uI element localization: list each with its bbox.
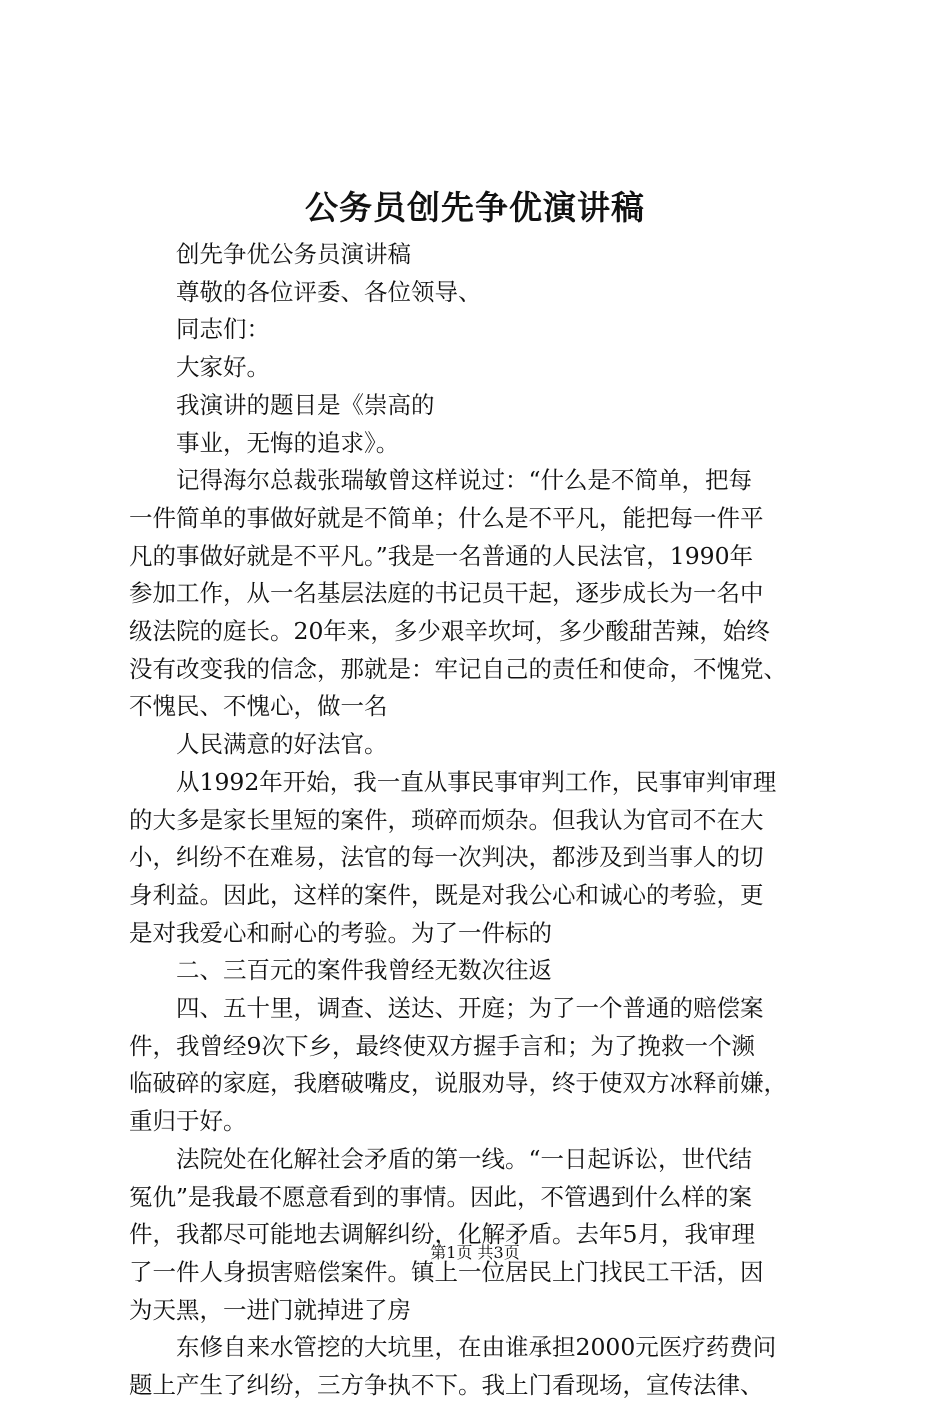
body-line-4: 大家好。 [176,353,270,382]
body-line-15: 从1992年开始，我一直从事民事审判工作，民事审判审理 [176,767,777,796]
body-line-19: 是对我爱心和耐心的考验。为了一件标的 [129,918,552,947]
body-line-10: 参加工作，从一名基层法庭的书记员干起，逐步成长为一名中 [129,579,764,608]
body-line-5: 我演讲的题目是《崇高的 [176,390,435,419]
body-line-22: 件，我曾经9次下乡，最终使双方握手言和；为了挽救一个濒 [129,1031,755,1060]
body-line-17: 小，纠纷不在难易，法官的每一次判决，都涉及到当事人的切 [129,843,764,872]
page-footer: 第1页 共3页 [430,1243,520,1262]
body-line-21: 四、五十里，调查、送达、开庭；为了一个普通的赔偿案 [176,994,764,1023]
body-line-8: 一件简单的事做好就是不简单；什么是不平凡，能把每一件平 [129,503,764,532]
document-title: 公务员创先争优演讲稿 [305,188,645,227]
body-line-20: 二、三百元的案件我曾经无数次往返 [176,956,552,985]
body-line-29: 为天黑，一进门就掉进了房 [129,1295,411,1324]
body-line-23: 临破碎的家庭，我磨破嘴皮，说服劝导，终于使双方冰释前嫌， [129,1069,787,1098]
body-line-6: 事业，无悔的追求》。 [176,428,400,457]
body-line-25: 法院处在化解社会矛盾的第一线。“一日起诉讼，世代结 [176,1144,753,1173]
body-line-13: 不愧民、不愧心，做一名 [129,692,388,721]
body-line-24: 重归于好。 [129,1107,247,1136]
body-line-1: 创先争优公务员演讲稿 [176,240,411,268]
body-line-12: 没有改变我的信念，那就是：牢记自己的责任和使命，不愧党、 [129,654,787,683]
body-line-27: 件，我都尽可能地去调解纠纷，化解矛盾。去年5月，我审理 [129,1220,755,1249]
body-line-11: 级法院的庭长。20年来，多少艰辛坎坷，多少酸甜苦辣，始终 [129,617,770,646]
body-line-2: 尊敬的各位评委、各位领导、 [176,277,482,306]
body-line-3: 同志们： [176,315,270,344]
body-line-14: 人民满意的好法官。 [176,730,388,759]
body-line-9: 凡的事做好就是不平凡。”我是一名普通的人民法官，1990年 [129,541,754,570]
body-line-28: 了一件人身损害赔偿案件。镇上一位居民上门找民工干活，因 [129,1257,764,1286]
body-line-31: 题上产生了纠纷，三方争执不下。我上门看现场，宣传法律、 [129,1371,764,1400]
body-line-30: 东修自来水管挖的大坑里，在由谁承担2000元医疗药费问 [176,1333,777,1362]
body-line-18: 身利益。因此，这样的案件，既是对我公心和诚心的考验，更 [129,880,764,909]
body-line-7: 记得海尔总裁张瑞敏曾这样说过：“什么是不简单，把每 [176,466,753,495]
body-line-16: 的大多是家长里短的案件，琐碎而烦杂。但我认为官司不在大 [129,805,764,834]
document-body [129,236,829,1405]
body-line-26: 冤仇”是我最不愿意看到的事情。因此，不管遇到什么样的案 [129,1182,753,1211]
